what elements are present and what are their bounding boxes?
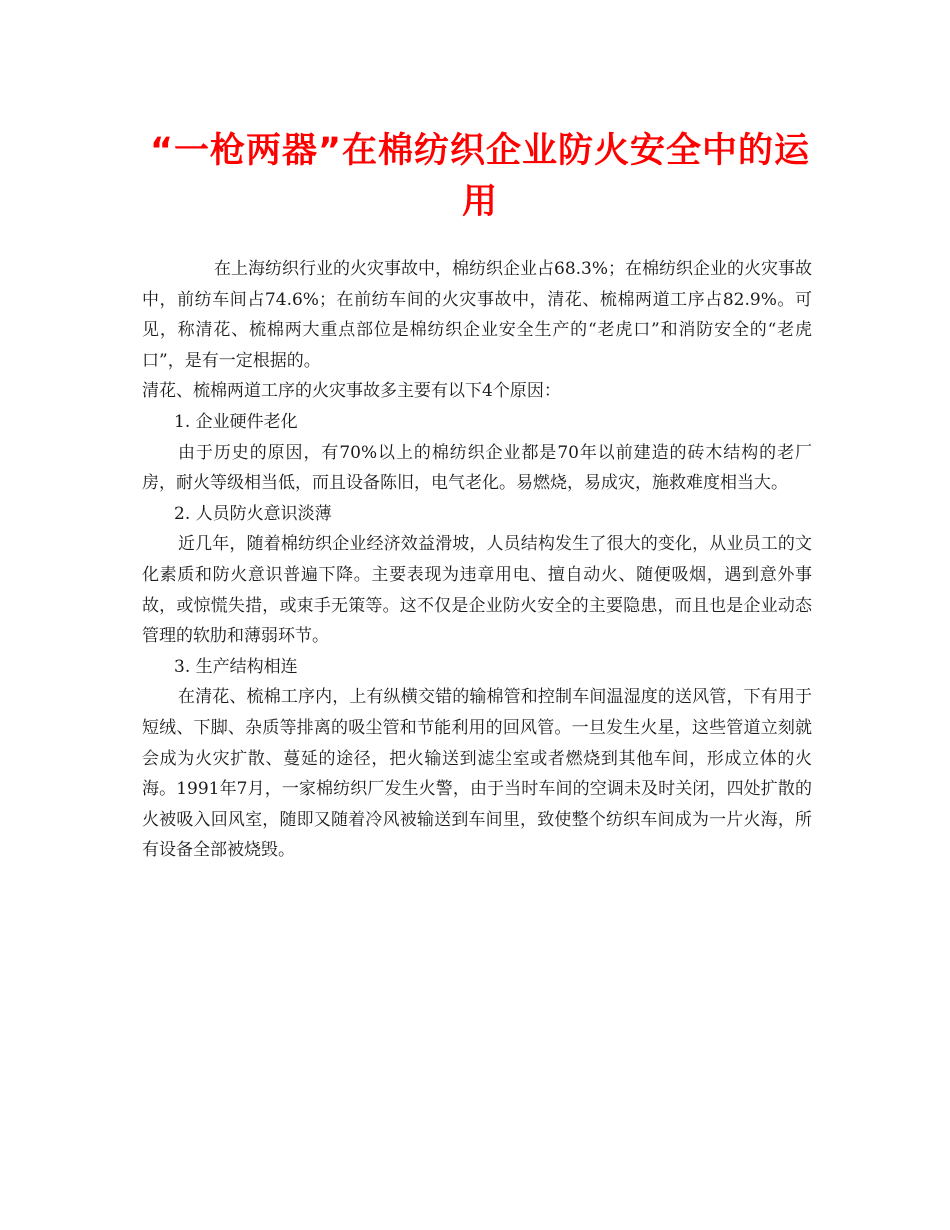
intro-paragraph: 在上海纺织行业的火灾事故中，棉纺织企业占68.3%；在棉纺织企业的火灾事故中，前纺车间占74.6%；在前纺车间的火灾事故中，清花、梳棉两道工序占82.9%。可见，称清花、梳棉两大重点部位是棉纺织企业安全生产的“老虎口”和消防安全的“老虎口”，是有一定根据的。 [142, 259, 813, 371]
document-body [142, 254, 812, 866]
section-heading-3: 3. 生产结构相连 [174, 656, 298, 677]
section-heading-1: 1. 企业硬件老化 [174, 411, 298, 432]
reasons-intro: 清花、梳棉两道工序的火灾事故多主要有以下4个原因： [142, 381, 561, 402]
section-heading-2: 2. 人员防火意识淡薄 [174, 503, 332, 524]
section-paragraph-3: 在清花、梳棉工序内，上有纵横交错的输棉管和控制车间温湿度的送风管，下有用于短绒、下脚、杂质等排离的吸尘管和节能利用的回风管。一旦发生火星，这些管道立刻就会成为火灾扩散、蔓延的途径，把火输送到滤尘室或者燃烧到其他车间，形成立体的火海。1991年7月，一家棉纺织厂发生火警，由于当时车间的空调未及时关闭，四处扩散的火被吸入回风室，随即又随着冷风被输送到车间里，致使整个纺织车间成为一片火海，所有设备全部被烧毁。 [142, 687, 812, 861]
document-title: “一枪两器”在棉纺织企业防火安全中的运用 [149, 131, 810, 222]
section-paragraph-2: 近几年，随着棉纺织企业经济效益滑坡，人员结构发生了很大的变化，从业员工的文化素质和防火意识普遍下降。主要表现为违章用电、擅自动火、随便吸烟，遇到意外事故，或惊慌失措，或束手无策等。这不仅是企业防火安全的主要隐患，而且也是企业动态管理的软肋和薄弱环节。 [142, 534, 812, 647]
section-paragraph-1: 由于历史的原因，有70%以上的棉纺织企业都是70年以前建造的砖木结构的老厂房，耐火等级相当低，而且设备陈旧，电气老化。易燃烧，易成灾，施救难度相当大。 [142, 442, 812, 494]
